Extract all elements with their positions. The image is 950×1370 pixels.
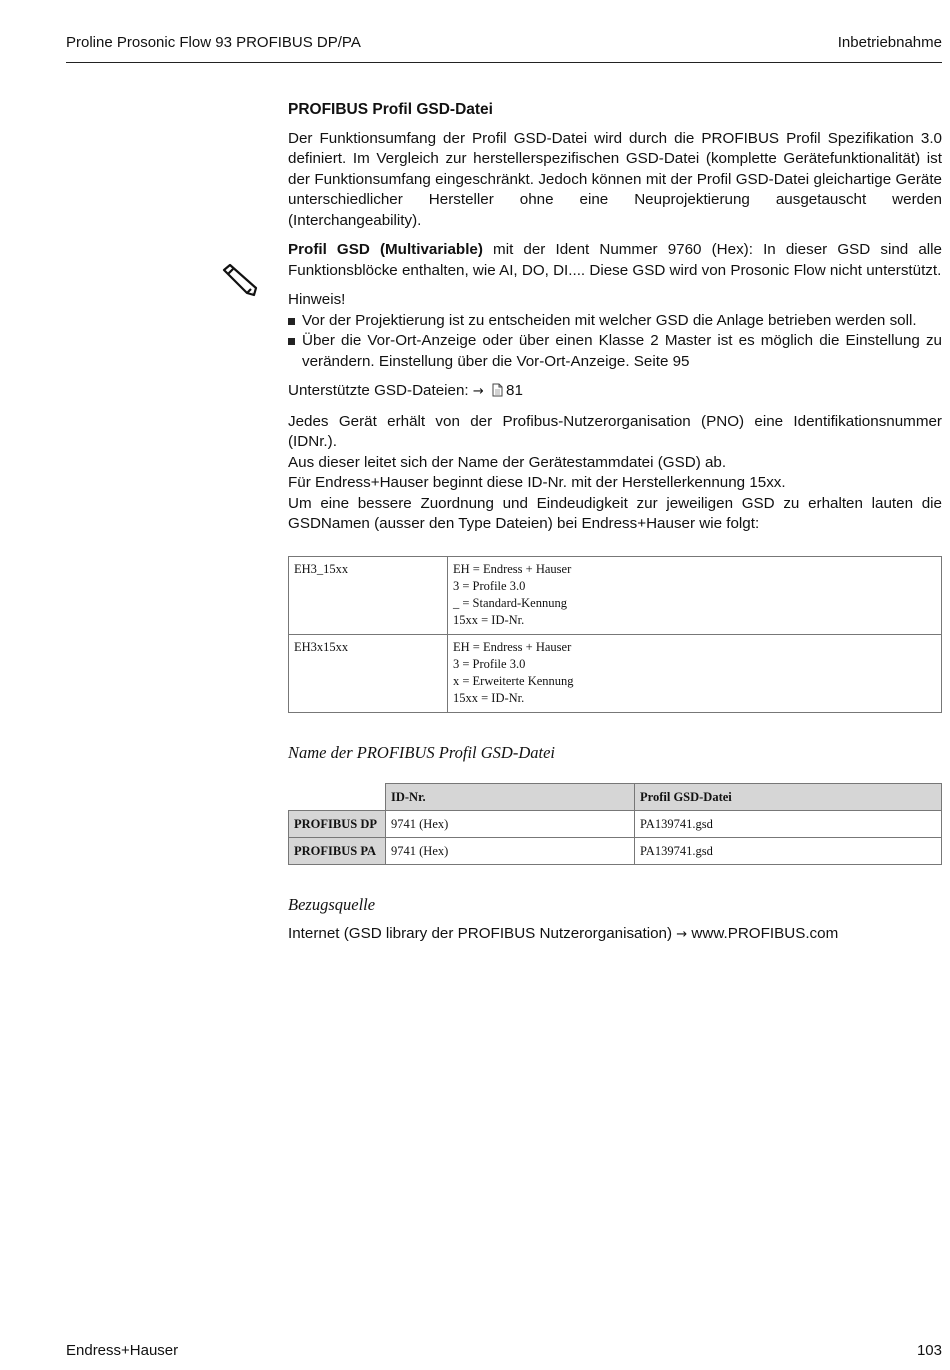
arrow-right-icon: →: [472, 384, 484, 399]
meaning-line: 3 = Profile 3.0: [453, 578, 526, 593]
id-cell: 9741 (Hex): [386, 811, 635, 838]
id-number-paragraph: [288, 412, 942, 535]
column-header-id: ID-Nr.: [386, 784, 635, 811]
table-row: [289, 556, 942, 634]
file-cell: PA139741.gsd: [635, 811, 942, 838]
row-label: PROFIBUS DP: [289, 811, 386, 838]
meaning-line: _ = Standard-Kennung: [453, 595, 567, 610]
table-row: [289, 838, 942, 865]
main-content: [288, 96, 942, 954]
multivariable-label: Profil GSD (Multivariable): [288, 241, 483, 258]
id-number-line: Aus dieser leitet sich der Name der Gerätestammdatei (GSD) ab.: [288, 453, 727, 471]
multivariable-paragraph: [288, 240, 942, 281]
source-caption: Bezugsquelle: [288, 895, 376, 914]
pencil-icon: [218, 262, 262, 302]
note-list: [288, 311, 942, 373]
header-chapter-title: Inbetriebnahme: [837, 34, 942, 51]
meaning-line: EH = Endress + Hauser: [453, 639, 572, 654]
gsd-code: EH3_15xx: [289, 556, 448, 634]
row-label: PROFIBUS PA: [289, 838, 386, 865]
meaning-line: 15xx = ID-Nr.: [453, 612, 525, 627]
supported-files-label: Unterstützte GSD-Dateien:: [288, 382, 469, 399]
table-row: [289, 811, 942, 838]
gsd-naming-table: [288, 556, 942, 713]
multivariable-text: mit der Ident Nummer 9760 (Hex): In dieser GSD sind alle Funktionsblöcke enthalten, wie AI, DO, DI.... Diese GSD wird von Prosonic Flow nicht unterstützt.: [288, 241, 942, 279]
id-number-line: Um eine bessere Zuordnung und Eindeudigkeit zur jeweiligen GSD zu erhalten lauten die GSDNamen (ausser den Type Dateien) bei Endress+Hauser wie folgt:: [288, 494, 942, 532]
id-number-line: Jedes Gerät erhält von der Profibus-Nutzerorganisation (PNO) eine Identifikationsnummer (IDNr.).: [288, 412, 942, 450]
source-line: [288, 924, 942, 946]
source-url-link[interactable]: www.PROFIBUS.com: [691, 924, 839, 942]
list-item: Vor der Projektierung ist zu entscheiden mit welcher GSD die Anlage betrieben werden soll.: [288, 311, 942, 332]
id-number-line: Für Endress+Hauser beginnt diese ID-Nr. mit der Herstellerkennung 15xx.: [288, 474, 786, 491]
meaning-line: EH = Endress + Hauser: [453, 561, 572, 576]
gsd-code-meaning: [448, 556, 942, 634]
section-title: PROFIBUS Profil GSD-Datei: [288, 101, 493, 118]
meaning-line: 3 = Profile 3.0: [453, 656, 526, 671]
gsd-file-table: [288, 783, 942, 865]
note-label: Hinweis!: [288, 291, 346, 308]
meaning-line: 15xx = ID-Nr.: [453, 690, 525, 705]
meaning-line: x = Erweiterte Kennung: [453, 673, 574, 688]
page-reference-icon: [492, 383, 503, 397]
gsd-table-caption: Name der PROFIBUS Profil GSD-Datei: [288, 742, 556, 762]
intro-paragraph: Der Funktionsumfang der Profil GSD-Datei wird durch die PROFIBUS Profil Spezifikation 3.0 definiert. Im Vergleich zur herstellerspezifischen GSD-Datei (komplette Gerätefunktionalität) ist der Funktionsumfang eingeschränkt. Jedoch können mit der Profil GSD-Datei gleichartige Geräte unterschiedlicher Hersteller ohne eine Neuprojektierung ausgetauscht werden (Interchangeability).: [288, 129, 942, 229]
table-row: [289, 634, 942, 712]
id-cell: 9741 (Hex): [386, 838, 635, 865]
empty-corner-cell: [289, 784, 386, 811]
table-header-row: [289, 784, 942, 811]
source-text: Internet (GSD library der PROFIBUS Nutzerorganisation): [288, 924, 673, 942]
list-item: Über die Vor-Ort-Anzeige oder über einen Klasse 2 Master ist es möglich die Einstellung zu verändern. Einstellung über die Vor-Ort-Anzeige. Seite 95: [288, 331, 942, 372]
header-document-title: Proline Prosonic Flow 93 PROFIBUS DP/PA: [66, 34, 361, 51]
page-reference[interactable]: 81: [506, 382, 523, 399]
file-cell: PA139741.gsd: [635, 838, 942, 865]
arrow-right-icon: →: [676, 926, 688, 942]
gsd-code: EH3x15xx: [289, 634, 448, 712]
gsd-code-meaning: [448, 634, 942, 712]
footer-company: Endress+Hauser: [66, 1342, 179, 1359]
column-header-file: Profil GSD-Datei: [635, 784, 942, 811]
page-number: 103: [916, 1342, 942, 1359]
page-header: [66, 32, 942, 63]
supported-files-line: [288, 381, 942, 403]
